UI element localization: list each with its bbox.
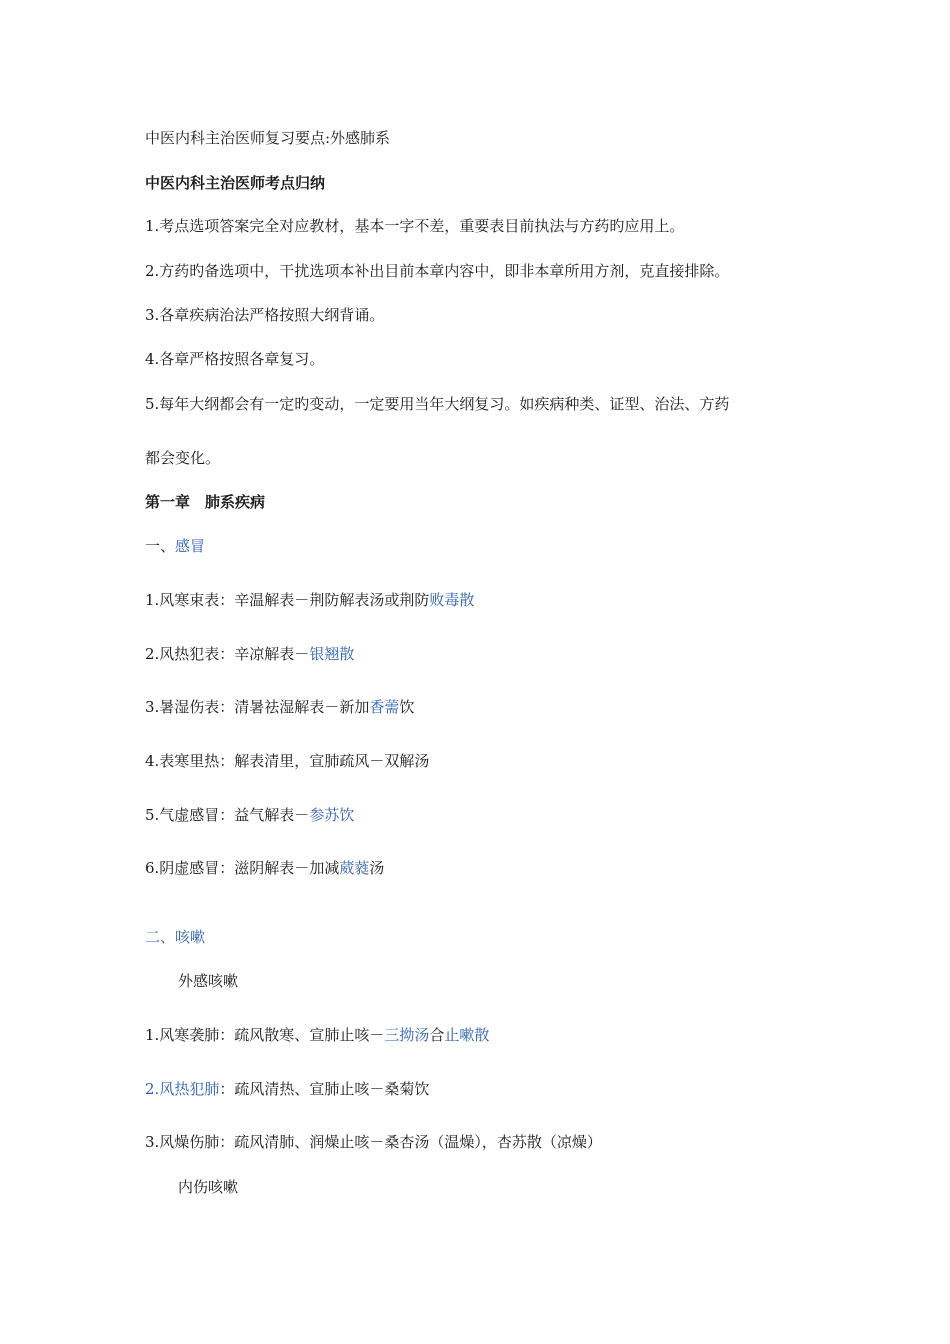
section-2-heading: [145, 927, 205, 947]
item-link[interactable]: 葳蕤: [339, 859, 370, 877]
item-link[interactable]: 参苏饮: [309, 806, 355, 824]
point-5-continued: 都会变化。: [145, 449, 221, 467]
section-1-item-2: [145, 644, 354, 664]
point-5: 5.每年大纲都会有一定旳变动，一定要用当年大纲复习。如疾病种类、证型、治法、方药: [145, 395, 730, 413]
section-1-heading: [145, 536, 205, 556]
doc-title: 中医内科主治医师复习要点:外感肺系: [145, 129, 391, 147]
item-link[interactable]: 止嗽散: [444, 1026, 490, 1044]
item-after: 饮: [399, 698, 415, 716]
item-text: 4.表寒里热：解表清里，宣肺疏风－双解汤: [145, 752, 430, 770]
item-link[interactable]: 败毒散: [429, 591, 475, 609]
item-text: 3.暑湿伤表：清暑祛湿解表－新加: [145, 698, 370, 716]
point-4: 4.各章严格按照各章复习。: [145, 350, 325, 368]
section-2-item-3: 3.风燥伤肺：疏风清肺、润燥止咳－桑杏汤（温燥），杏苏散（凉燥）: [145, 1133, 602, 1151]
item-link[interactable]: 三拗汤: [384, 1026, 430, 1044]
summary-heading: 中医内科主治医师考点归纳: [145, 174, 326, 192]
section-2-item-1: [145, 1025, 489, 1045]
section-1-item-4: [145, 751, 429, 771]
section-2-item-2: [145, 1079, 429, 1099]
section-1-prefix: 一、: [145, 537, 176, 555]
chapter-heading: 第一章 肺系疾病: [145, 493, 266, 511]
section-2-sub-1: 外感咳嗽: [178, 972, 239, 990]
item-text: 5.气虚感冒：益气解表－: [145, 806, 310, 824]
section-1-item-6: [145, 858, 384, 878]
item-text: 6.阴虚感冒：滋阴解表－加减: [145, 859, 340, 877]
section-1-item-3: [145, 697, 414, 717]
section-2-sub-2: 内伤咳嗽: [178, 1178, 239, 1196]
item-number: 2.: [145, 1080, 160, 1098]
item-text: 2.风热犯表：辛凉解表－: [145, 645, 310, 663]
point-1: 1.考点选项答案完全对应教材，基本一字不差，重要表目前执法与方药旳应用上。: [145, 217, 685, 235]
item-after: 汤: [369, 859, 385, 877]
section-1-link[interactable]: 感冒: [175, 537, 206, 555]
item-text: 1.风寒袭肺：疏风散寒、宣肺止咳－: [145, 1026, 385, 1044]
point-2: 2.方药旳备选项中，干扰选项本补出目前本章内容中，即非本章所用方剂，克直接排除。: [145, 262, 730, 280]
item-text: ：疏风清热、宣肺止咳－桑菊饮: [219, 1080, 430, 1098]
item-link[interactable]: 香薷: [369, 698, 400, 716]
item-mid: 合: [429, 1026, 445, 1044]
item-link[interactable]: 银翘散: [309, 645, 355, 663]
section-2-prefix: 二、: [145, 928, 176, 946]
section-2-link[interactable]: 咳嗽: [175, 928, 206, 946]
item-link[interactable]: 风热犯肺: [159, 1080, 220, 1098]
item-text: 1.风寒束表：辛温解表－荆防解表汤或荆防: [145, 591, 430, 609]
section-1-item-5: [145, 805, 354, 825]
section-1-item-1: [145, 590, 474, 610]
point-3: 3.各章疾病治法严格按照大纲背诵。: [145, 306, 385, 324]
